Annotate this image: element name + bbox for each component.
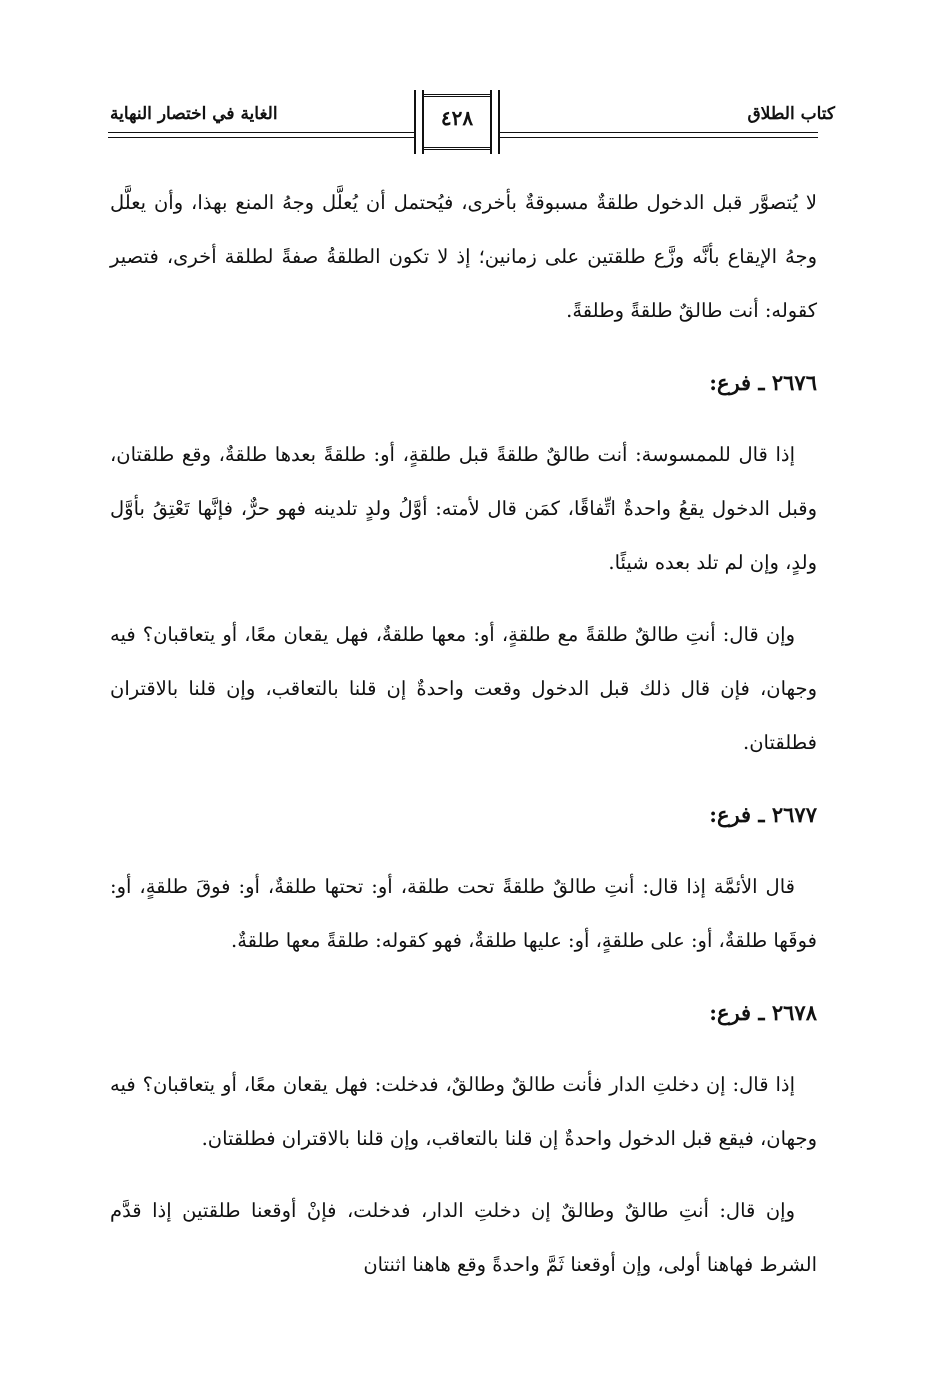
paragraph-continued: لا يُتصوَّر قبل الدخول طلقةٌ مسبوقةٌ بأخرى، فيُحتمل أن يُعلَّل وجهُ المنع بهذا، وأن يعلَّل وجهُ الإيقاع بأنَّه وزَّع طلقتين على زمانين؛ إذ لا تكون الطلقةُ صفةً لطلقة أخرى، فتصير كقوله: أنت طالقٌ طلقةً وطلقةً. xyxy=(110,191,817,322)
header-rule-left-bottom xyxy=(108,137,416,138)
page-number: ٤٢٨ xyxy=(440,106,474,130)
running-head-work-title: الغاية في اختصار النهاية xyxy=(110,104,278,124)
page-number-box xyxy=(420,94,494,150)
header-rule-right-bottom xyxy=(500,137,818,138)
paragraph-2676-a: إذا قال للممسوسة: أنت طالقٌ طلقةً قبل طلقةٍ، أو: طلقةً بعدها طلقةٌ، وقع طلقتان، وقبل الدخول يقعُ واحدةٌ اتِّفاقًا، كمَن قال لأمته: أوَّلُ ولدٍ تلدينه فهو حرٌّ، فإنَّها تَعْتِقُ بأوَّل ولدٍ، وإن لم تلد بعده شيئًا. xyxy=(110,443,817,574)
branch-heading-2678: ٢٦٧٨ ـ فرع: xyxy=(709,1000,817,1025)
branch-heading-2676: ٢٦٧٦ ـ فرع: xyxy=(709,370,817,395)
running-head-book-title: كتاب الطلاق xyxy=(747,104,835,124)
page-body xyxy=(110,176,817,1310)
header-rule-right-top xyxy=(500,132,818,133)
paragraph-2678-a: إذا قال: إن دخلتِ الدار فأنت طالقٌ وطالقٌ، فدخلت: فهل يقعان معًا، أو يتعاقبان؟ فيه وجهان، فيقع قبل الدخول واحدةٌ إن قلنا بالتعاقب، وإن قلنا بالاقتران فطلقتان. xyxy=(110,1073,817,1150)
header-rule-left-top xyxy=(108,132,416,133)
paragraph-2678-b: وإن قال: أنتِ طالقٌ وطالقٌ إن دخلتِ الدار، فدخلت، فإنْ أوقعنا طلقتين إذا قدَّم الشرط فهاهنا أولى، وإن أوقعنا ثَمَّ واحدةً وقع هاهنا اثنتان xyxy=(110,1199,817,1276)
paragraph-2677: قال الأئمَّة إذا قال: أنتِ طالقٌ طلقةً تحت طلقة، أو: تحتها طلقةٌ، أو: فوقَ طلقةٍ، أو: فوقَها طلقةٌ، أو: على طلقةٍ، أو: عليها طلقةٌ، فهو كقوله: طلقةً معها طلقةٌ. xyxy=(110,875,817,952)
branch-heading-2677: ٢٦٧٧ ـ فرع: xyxy=(709,802,817,827)
paragraph-2676-b: وإن قال: أنتِ طالقٌ طلقةً مع طلقةٍ، أو: معها طلقةٌ، فهل يقعان معًا، أو يتعاقبان؟ فيه وجهان، فإن قال ذلك قبل الدخول وقعت واحدةٌ إن قلنا بالتعاقب، وإن قلنا بالاقتران فطلقتان. xyxy=(110,623,817,754)
